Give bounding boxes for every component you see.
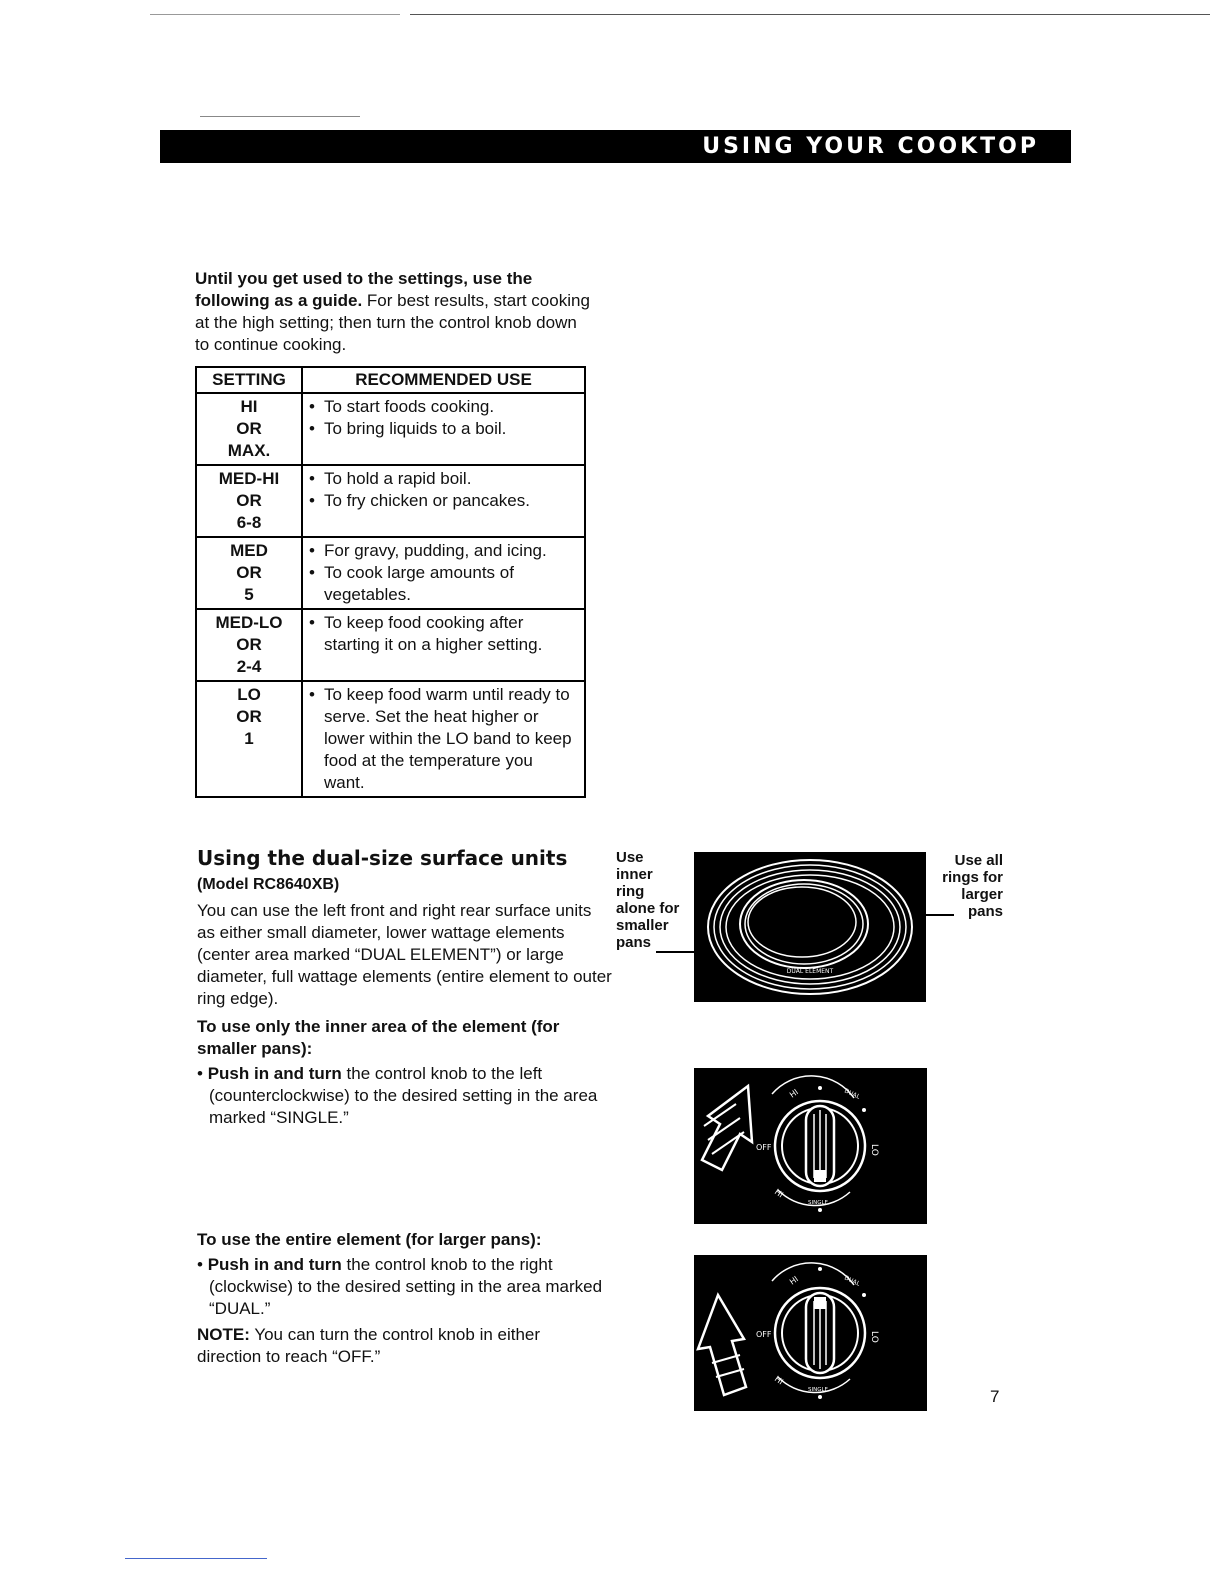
- tick-dot: [862, 1108, 866, 1112]
- use-item: • To hold a rapid boil.: [309, 468, 578, 490]
- inner-ring-callout: [616, 849, 679, 951]
- table-row: [196, 393, 585, 465]
- callout-line: alone for: [616, 900, 680, 917]
- use-list: [309, 396, 578, 440]
- setting-name: HI: [240, 397, 258, 416]
- dual-element-figure: [694, 852, 926, 1002]
- note-label: NOTE:: [197, 1325, 250, 1344]
- column-header-setting: SETTING: [196, 367, 302, 393]
- scan-line-top-left: [150, 14, 400, 15]
- scan-line-top: [410, 14, 1210, 15]
- dual-arc: [772, 1076, 854, 1098]
- setting-or: OR: [236, 707, 262, 726]
- all-rings-callout: [928, 852, 1003, 920]
- callout-line: pans: [967, 903, 1003, 920]
- knob-hi-label-lower: HI: [772, 1187, 785, 1200]
- callout-line: larger: [961, 886, 1003, 903]
- use-list: [309, 540, 578, 606]
- callout-line: inner: [616, 866, 653, 883]
- use-item: • To keep food cooking after starting it on a higher setting.: [309, 612, 578, 656]
- setting-value: 1: [244, 729, 254, 748]
- use-cell: [302, 681, 585, 797]
- knob-dual-illustration: [694, 1255, 927, 1411]
- dual-body-paragraph: You can use the left front and right rear surface units as either small diameter, lower wattage elements (center area marked “DUAL ELEMENT”) or large diameter, full wattage elements (entire element to outer ring edge).: [197, 901, 612, 1008]
- callout-line: smaller: [616, 917, 669, 934]
- control-knob: [775, 1288, 865, 1378]
- knob-indicator: [814, 1170, 826, 1182]
- setting-value: 2-4: [236, 657, 262, 676]
- tick-dot: [818, 1267, 822, 1271]
- setting-value: 5: [244, 585, 254, 604]
- setting-name: MED-LO: [215, 613, 283, 632]
- use-item: • To keep food warm until ready to serve. Set the heat higher or lower within the LO band to keep food at the temperature you want.: [309, 684, 578, 794]
- section-header: [160, 130, 1071, 163]
- clockwise-arrow-icon: [698, 1295, 746, 1395]
- intro-bold-text: Until you get used to the settings, use the following as a guide.: [195, 269, 533, 310]
- knob-dual-label: DUAL: [843, 1274, 862, 1288]
- dual-arc: [772, 1263, 854, 1285]
- table-row: [196, 609, 585, 681]
- note-text: You can turn the control knob in either direction to reach “OFF.”: [197, 1325, 541, 1366]
- knob-off-label: OFF: [756, 1143, 772, 1152]
- callout-line: pans: [616, 934, 652, 951]
- knob-hi-label: HI: [787, 1274, 801, 1287]
- use-item: • For gravy, pudding, and icing.: [309, 540, 578, 562]
- setting-cell: [196, 465, 302, 537]
- setting-or: OR: [236, 635, 262, 654]
- setting-name: MED: [230, 541, 268, 560]
- use-cell: [302, 537, 585, 609]
- use-item: • To bring liquids to a boil.: [309, 418, 578, 440]
- use-cell: [302, 609, 585, 681]
- knob-hi-label-lower: HI: [772, 1374, 785, 1387]
- section-header-title: USING YOUR COOKTOP: [702, 134, 1039, 159]
- table-row: [196, 681, 585, 797]
- knob-lo-label: LO: [869, 1144, 879, 1156]
- callout-line: rings for: [942, 869, 1003, 886]
- knob-single-label: SINGLE: [808, 1200, 829, 1206]
- use-item: • To start foods cooking.: [309, 396, 578, 418]
- tick-dot: [818, 1208, 822, 1212]
- knob-lo-label: LO: [869, 1331, 879, 1343]
- entire-instruction-bold: Push in and turn: [207, 1255, 342, 1274]
- control-knob: [775, 1101, 865, 1191]
- settings-table: [195, 366, 586, 798]
- use-list: [309, 684, 578, 794]
- dual-section-title: Using the dual-size surface units: [197, 846, 568, 870]
- table-header-row: [196, 367, 585, 393]
- note-paragraph: [197, 1324, 607, 1368]
- knob-dual-figure: [694, 1255, 927, 1411]
- page-number: 7: [990, 1387, 1000, 1406]
- setting-or: OR: [236, 491, 262, 510]
- setting-name: LO: [237, 685, 261, 704]
- inner-area-instruction: • Push in and turn the control knob to the left (counterclockwise) to the desired setting in the area marked “SINGLE.”: [197, 1064, 598, 1127]
- tick-dot: [818, 1395, 822, 1399]
- setting-cell: [196, 537, 302, 609]
- callout-line: ring: [616, 883, 645, 900]
- knob-single-figure: [694, 1068, 927, 1224]
- knob-dual-label: DUAL: [843, 1087, 862, 1101]
- entire-element-heading: To use the entire element (for larger pans):: [197, 1230, 542, 1249]
- intro-paragraph: [195, 268, 595, 356]
- use-cell: [302, 393, 585, 465]
- setting-cell: [196, 681, 302, 797]
- dual-element-illustration: [694, 852, 926, 1002]
- knob-indicator: [814, 1297, 826, 1309]
- knob-single-label: SINGLE: [808, 1387, 829, 1393]
- element-label: DUAL ELEMENT: [786, 968, 834, 975]
- model-number: (Model RC8640XB): [197, 876, 340, 893]
- scan-line-footer: [125, 1558, 267, 1559]
- scan-line-upper: [200, 116, 360, 117]
- knob-single-illustration: [694, 1068, 927, 1224]
- setting-or: OR: [236, 563, 262, 582]
- tick-dot: [862, 1293, 866, 1297]
- table-row: [196, 537, 585, 609]
- setting-name: MED-HI: [218, 469, 280, 488]
- setting-or: OR: [236, 419, 262, 438]
- use-item: • To cook large amounts of vegetables.: [309, 562, 578, 606]
- intro-text: For best results, start cooking at the high setting; then turn the control knob down to continue cooking.: [195, 291, 590, 354]
- use-item: • To fry chicken or pancakes.: [309, 490, 578, 512]
- setting-value: 6-8: [236, 513, 262, 532]
- setting-cell: [196, 393, 302, 465]
- tick-dot: [818, 1086, 822, 1090]
- setting-value: MAX.: [227, 441, 271, 460]
- inner-instruction-text: the control knob to the left (counterclockwise) to the desired setting in the area marked “SINGLE.”: [209, 1064, 598, 1127]
- column-header-recommended-use: RECOMMENDED USE: [302, 367, 585, 393]
- entire-element-instruction: • Push in and turn the control knob to the right (clockwise) to the desired setting in the area marked “DUAL.”: [197, 1255, 603, 1318]
- use-list: [309, 612, 578, 656]
- inner-instruction-bold: Push in and turn: [207, 1064, 342, 1083]
- callout-line: Use all: [954, 852, 1003, 869]
- knob-off-label: OFF: [756, 1330, 772, 1339]
- table-row: [196, 465, 585, 537]
- inner-area-heading: To use only the inner area of the element (for smaller pans):: [197, 1017, 560, 1058]
- callout-line: Use: [616, 849, 644, 866]
- setting-cell: [196, 609, 302, 681]
- knob-hi-label: HI: [787, 1087, 801, 1100]
- use-cell: [302, 465, 585, 537]
- entire-instruction-text: the control knob to the right (clockwise) to the desired setting in the area marked “DUAL.”: [209, 1255, 603, 1318]
- use-list: [309, 468, 578, 512]
